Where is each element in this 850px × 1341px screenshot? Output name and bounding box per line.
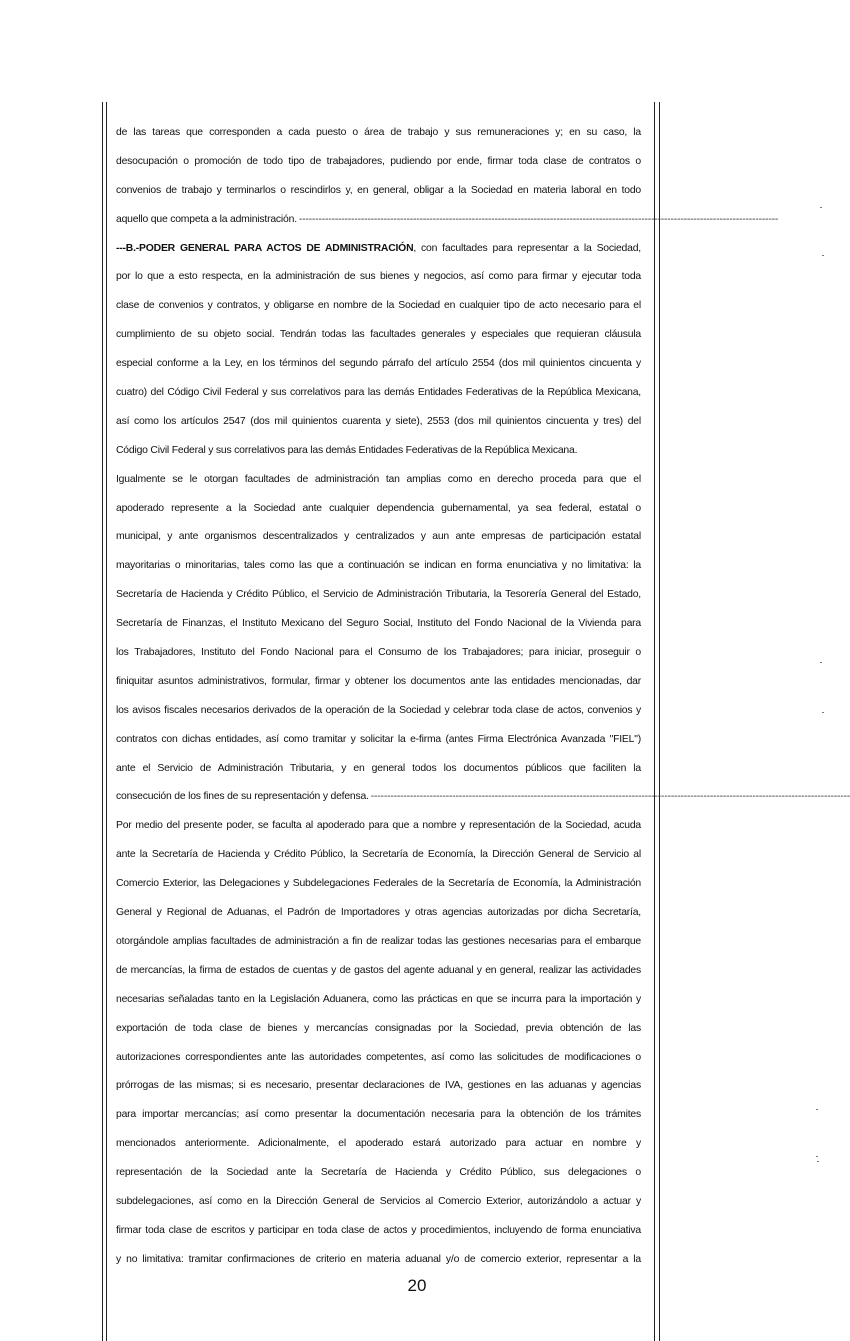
text-line: representación de la Sociedad ante la Secretaría de Hacienda y Crédito Público, sus delegaciones o bbox=[116, 1167, 641, 1179]
text-line: mencionados anteriormente. Adicionalmente, el apoderado estará autorizado para actuar en nombre y bbox=[116, 1138, 641, 1150]
left-margin-line-inner bbox=[106, 102, 107, 1341]
text-line: subdelegaciones, así como en la Dirección General de Servicios al Comercio Exterior, autorizándolo a actuar y bbox=[116, 1195, 641, 1207]
text-line: y no limitativa: tramitar confirmaciones de criterio en materia aduanal y/o de comercio exterior, representar a la bbox=[116, 1253, 641, 1265]
scan-speck bbox=[816, 1109, 818, 1110]
text-line-with-dash-fill bbox=[116, 783, 850, 812]
scan-speck bbox=[816, 1156, 818, 1157]
dash-fill: --------------------------------------------------------------------------------------------------------------------------------------------------- bbox=[298, 213, 779, 225]
text-line: ante la Secretaría de Hacienda y Crédito Público, la Secretaría de Economía, la Dirección General de Servicio al bbox=[116, 849, 641, 861]
right-margin-line-outer bbox=[659, 102, 660, 1341]
text-line: Secretaría de Finanzas, el Instituto Mexicano del Seguro Social, Instituto del Fondo Nacional de la Vivienda para bbox=[116, 618, 641, 630]
right-margin-line-inner bbox=[654, 102, 655, 1341]
scan-speck bbox=[822, 712, 824, 713]
text-line: firmar toda clase de escritos y participar en toda clase de actos y procedimientos, incluyendo de forma enunciativa bbox=[116, 1224, 641, 1236]
text-line: convenios de trabajo y terminarlos o rescindirlos y, en general, obligar a la Sociedad en materia laboral en todo bbox=[116, 184, 641, 196]
text-line: clase de convenios y contratos, y obligarse en nombre de la Sociedad en cualquier tipo de acto necesario para el bbox=[116, 300, 641, 312]
text-line: autorizaciones correspondientes ante las autoridades competentes, así como las solicitudes de modificaciones o bbox=[116, 1051, 641, 1063]
text-line: los Trabajadores, Instituto del Fondo Nacional para el Consumo de los Trabajadores; para iniciar, proseguir o bbox=[116, 647, 641, 659]
text-line: Por medio del presente poder, se faculta al apoderado para que a nombre y representación de la Sociedad, acuda bbox=[116, 820, 641, 832]
text-line: de las tareas que corresponden a cada puesto o área de trabajo y sus remuneraciones y; en su caso, la bbox=[116, 127, 641, 138]
text-line: ante el Servicio de Administración Tributaria, y en general todos los documentos públicos que faciliten la bbox=[116, 762, 641, 774]
scan-speck bbox=[820, 207, 822, 208]
body-text bbox=[116, 119, 850, 1275]
text-line: desocupación o promoción de todo tipo de trabajadores, pudiendo por ende, firmar toda clase de contratos o bbox=[116, 155, 641, 167]
text-line: contratos con dichas entidades, así como tramitar y solicitar la e-firma (antes Firma Electrónica Avanzada "FIEL") bbox=[116, 733, 641, 745]
text-line: para importar mercancías; así como presentar la documentación necesaria para la obtención de los trámites bbox=[116, 1109, 641, 1121]
scan-speck bbox=[822, 255, 824, 256]
text-line: por lo que a esto respecta, en la administración de sus bienes y negocios, así como para firmar y ejecutar toda bbox=[116, 271, 641, 283]
text-line: Secretaría de Hacienda y Crédito Público, el Servicio de Administración Tributaria, la Tesorería General del Estado, bbox=[116, 589, 641, 601]
text-line: de mercancías, la firma de estados de cuentas y de gastos del agente aduanal y en general, realizar las actividades bbox=[116, 964, 641, 976]
text-line: Igualmente se le otorgan facultades de administración tan amplias como en derecho proceda para que el bbox=[116, 473, 641, 485]
text-line: municipal, y ante organismos descentralizados y centralizados y aun ante empresas de participación estatal bbox=[116, 531, 641, 543]
text-line: necesarias señaladas tanto en la Legislación Aduanera, como las prácticas en que se incurra para la importación y bbox=[116, 993, 641, 1005]
text-line: los avisos fiscales necesarios derivados de la operación de la Sociedad y celebrar toda clase de actos, convenios y bbox=[116, 704, 641, 716]
text-line: finiquitar asuntos administrativos, formular, firmar y obtener los documentos ante las entidades mencionadas, dar bbox=[116, 675, 641, 687]
text-line: apoderado represente a la Sociedad ante cualquier dependencia gubernamental, ya sea federal, estatal o bbox=[116, 502, 641, 514]
text-line: aquello que competa a la administración. bbox=[116, 213, 297, 225]
text-line: Código Civil Federal y sus correlativos para las demás Entidades Federativas de la República Mexicana. bbox=[116, 444, 578, 456]
text-line: especial conforme a la Ley, en los términos del segundo párrafo del artículo 2554 (dos mil quinientos cincuenta y bbox=[116, 358, 641, 370]
section-heading: ---B.-PODER GENERAL PARA ACTOS DE ADMINISTRACIÓN bbox=[116, 242, 414, 254]
scan-speck bbox=[820, 662, 822, 663]
text-line: prórrogas de las mismas; si es necesario, presentar declaraciones de IVA, gestiones en las aduanas y agencias bbox=[116, 1080, 641, 1092]
text-line: exportación de toda clase de bienes y mercancías consignadas por la Sociedad, previa obtención de las bbox=[116, 1022, 641, 1034]
text-line: Comercio Exterior, las Delegaciones y Subdelegaciones Federales de la Secretaría de Economía, la Administración bbox=[116, 878, 641, 890]
text-line: cumplimiento de su objeto social. Tendrán todas las facultades generales y especiales que requieran cláusula bbox=[116, 329, 641, 341]
text-line: mayoritarias o minoritarias, tales como las que a continuación se indican en forma enunciativa y no limitativa: la bbox=[116, 560, 641, 572]
text-line: General y Regional de Aduanas, el Padrón de Importadores y otras agencias autorizadas por dicha Secretaría, bbox=[116, 907, 641, 919]
text-line-with-dash-fill bbox=[116, 206, 779, 235]
text-line: , con facultades para representar a la Sociedad, bbox=[413, 242, 641, 254]
left-margin-line-outer bbox=[102, 102, 103, 1341]
page-number: 20 bbox=[407, 1276, 427, 1295]
text-line: así como los artículos 2547 (dos mil quinientos cuarenta y siete), 2553 (dos mil quinientos cincuenta y tres) del bbox=[116, 415, 641, 427]
section-heading-line bbox=[116, 235, 641, 264]
dash-fill: --------------------------------------------------------------------------------------------------------------------------------------------------- bbox=[370, 791, 850, 803]
text-line: otorgándole amplias facultades de administración a fin de realizar todas las gestiones necesarias para el embarque bbox=[116, 935, 641, 947]
text-line: consecución de los fines de su representación y defensa. bbox=[116, 791, 369, 803]
text-line: cuatro) del Código Civil Federal y sus correlativos para las demás Entidades Federativas de la República Mexicana, bbox=[116, 387, 641, 399]
scan-speck bbox=[817, 1161, 819, 1162]
